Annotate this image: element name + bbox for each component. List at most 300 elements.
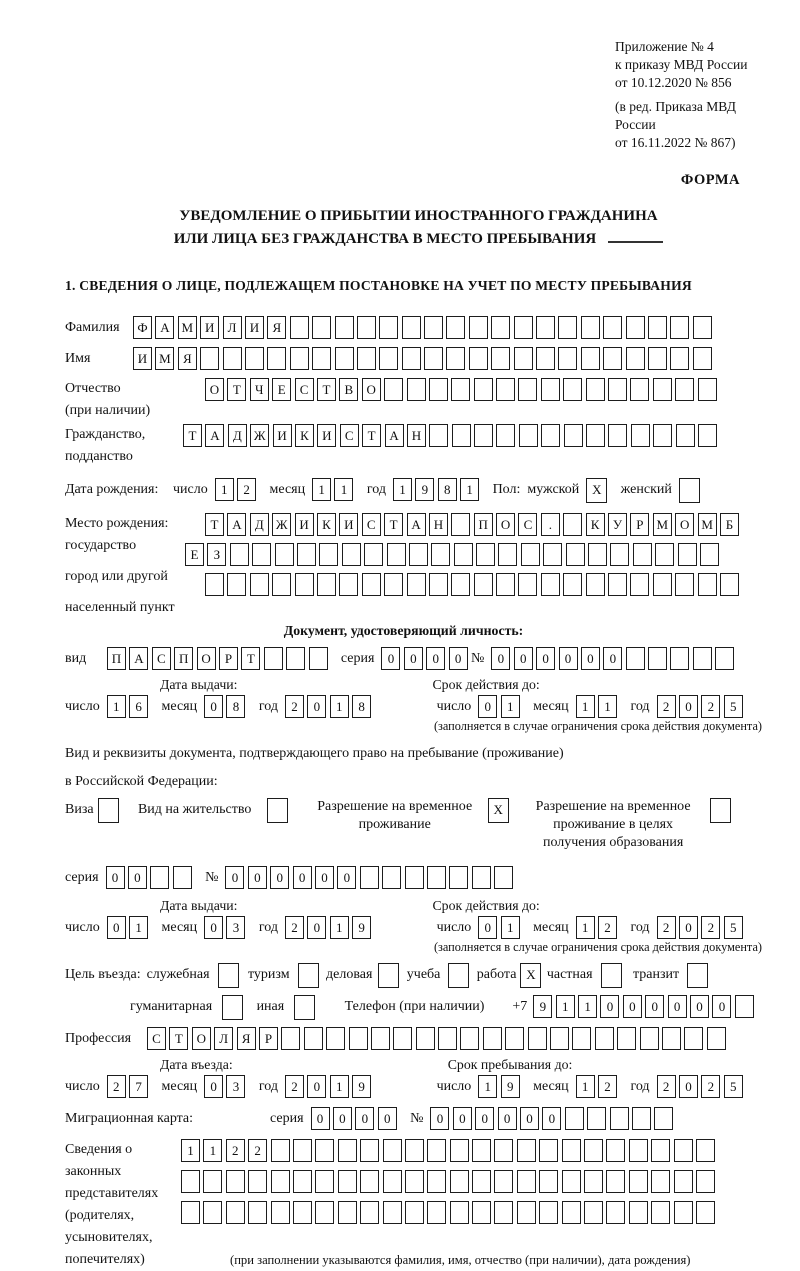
char-cell[interactable] — [536, 347, 555, 370]
char-cell[interactable] — [405, 866, 424, 889]
char-cell[interactable] — [676, 424, 695, 447]
char-cell[interactable] — [543, 543, 562, 566]
char-cell[interactable] — [715, 647, 734, 670]
char-cell[interactable]: 7 — [129, 1075, 148, 1098]
char-cell[interactable] — [181, 1170, 200, 1193]
char-cell[interactable] — [653, 378, 672, 401]
char-cell[interactable] — [379, 316, 398, 339]
char-cell[interactable] — [446, 316, 465, 339]
char-cell[interactable] — [474, 573, 493, 596]
char-cell[interactable]: 5 — [724, 695, 743, 718]
char-cell[interactable]: О — [205, 378, 224, 401]
char-cell[interactable] — [608, 573, 627, 596]
char-cell[interactable]: 0 — [600, 995, 619, 1018]
char-cell[interactable]: С — [340, 424, 359, 447]
char-cell[interactable]: С — [362, 513, 381, 536]
phone-cells[interactable] — [533, 995, 757, 1018]
purpose-private-checkbox[interactable] — [601, 963, 625, 988]
char-cell[interactable] — [319, 543, 338, 566]
char-cell[interactable] — [295, 573, 314, 596]
purpose-study-checkbox[interactable] — [448, 963, 472, 988]
char-cell[interactable] — [655, 543, 674, 566]
char-cell[interactable] — [357, 316, 376, 339]
char-cell[interactable] — [491, 347, 510, 370]
char-cell[interactable] — [648, 316, 667, 339]
char-cell[interactable] — [338, 1170, 357, 1193]
char-cell[interactable] — [588, 543, 607, 566]
char-cell[interactable] — [281, 1027, 300, 1050]
char-cell[interactable]: 0 — [270, 866, 289, 889]
char-cell[interactable] — [297, 543, 316, 566]
checkbox-cell[interactable] — [448, 963, 469, 988]
char-cell[interactable] — [483, 1027, 502, 1050]
char-cell[interactable]: Т — [362, 424, 381, 447]
char-cell[interactable]: Т — [384, 513, 403, 536]
char-cell[interactable]: 1 — [334, 478, 353, 501]
char-cell[interactable] — [670, 316, 689, 339]
legal-reps-row1-cells[interactable] — [181, 1139, 718, 1162]
char-cell[interactable] — [610, 1107, 629, 1130]
char-cell[interactable] — [696, 1170, 715, 1193]
char-cell[interactable] — [205, 573, 224, 596]
char-cell[interactable]: 0 — [333, 1107, 352, 1130]
male-checkbox[interactable] — [586, 478, 610, 503]
char-cell[interactable] — [360, 1139, 379, 1162]
checkbox-cell[interactable] — [218, 963, 239, 988]
char-cell[interactable]: 0 — [307, 1075, 326, 1098]
char-cell[interactable]: 5 — [724, 916, 743, 939]
char-cell[interactable] — [286, 647, 305, 670]
char-cell[interactable]: 2 — [285, 695, 304, 718]
char-cell[interactable] — [517, 1170, 536, 1193]
char-cell[interactable] — [586, 378, 605, 401]
char-cell[interactable] — [595, 1027, 614, 1050]
char-cell[interactable] — [200, 347, 219, 370]
char-cell[interactable] — [608, 378, 627, 401]
purpose-other-checkbox[interactable] — [294, 995, 318, 1020]
char-cell[interactable]: 2 — [237, 478, 256, 501]
char-cell[interactable] — [563, 573, 582, 596]
char-cell[interactable] — [223, 347, 242, 370]
birthplace-row1-cells[interactable] — [205, 513, 742, 536]
citizenship-cells[interactable] — [183, 424, 720, 447]
rvp-valid-month[interactable] — [576, 916, 621, 939]
char-cell[interactable] — [539, 1201, 558, 1224]
char-cell[interactable] — [245, 347, 264, 370]
char-cell[interactable]: 2 — [657, 695, 676, 718]
char-cell[interactable]: И — [245, 316, 264, 339]
char-cell[interactable]: 1 — [129, 916, 148, 939]
char-cell[interactable] — [203, 1170, 222, 1193]
char-cell[interactable]: И — [295, 513, 314, 536]
char-cell[interactable] — [496, 573, 515, 596]
char-cell[interactable]: 1 — [501, 695, 520, 718]
char-cell[interactable]: 0 — [449, 647, 468, 670]
char-cell[interactable] — [562, 1201, 581, 1224]
char-cell[interactable]: 2 — [657, 1075, 676, 1098]
char-cell[interactable]: Ф — [133, 316, 152, 339]
char-cell[interactable] — [494, 1139, 513, 1162]
char-cell[interactable] — [626, 647, 645, 670]
char-cell[interactable] — [640, 1027, 659, 1050]
char-cell[interactable]: 0 — [536, 647, 555, 670]
birthdate-year-cells[interactable] — [393, 478, 483, 501]
char-cell[interactable]: А — [227, 513, 246, 536]
char-cell[interactable]: М — [155, 347, 174, 370]
char-cell[interactable]: 5 — [724, 1075, 743, 1098]
char-cell[interactable] — [449, 866, 468, 889]
char-cell[interactable]: П — [474, 513, 493, 536]
char-cell[interactable]: О — [197, 647, 216, 670]
char-cell[interactable]: 0 — [315, 866, 334, 889]
char-cell[interactable]: 9 — [501, 1075, 520, 1098]
char-cell[interactable]: К — [317, 513, 336, 536]
char-cell[interactable] — [357, 347, 376, 370]
checkbox-cell[interactable] — [679, 478, 700, 503]
char-cell[interactable]: А — [129, 647, 148, 670]
char-cell[interactable] — [558, 347, 577, 370]
checkbox-cell[interactable] — [710, 798, 731, 823]
char-cell[interactable]: Я — [237, 1027, 256, 1050]
char-cell[interactable] — [626, 347, 645, 370]
char-cell[interactable] — [693, 316, 712, 339]
char-cell[interactable] — [402, 316, 421, 339]
char-cell[interactable]: 1 — [181, 1139, 200, 1162]
checkbox-cell[interactable] — [687, 963, 708, 988]
purpose-humanitarian-checkbox[interactable] — [222, 995, 246, 1020]
char-cell[interactable] — [693, 647, 712, 670]
char-cell[interactable]: 0 — [426, 647, 445, 670]
char-cell[interactable]: Т — [317, 378, 336, 401]
char-cell[interactable]: 0 — [337, 866, 356, 889]
char-cell[interactable] — [407, 378, 426, 401]
char-cell[interactable]: С — [152, 647, 171, 670]
migration-card-number-cells[interactable] — [430, 1107, 676, 1130]
char-cell[interactable] — [267, 347, 286, 370]
char-cell[interactable] — [382, 866, 401, 889]
char-cell[interactable]: 0 — [478, 916, 497, 939]
char-cell[interactable] — [606, 1139, 625, 1162]
char-cell[interactable]: 0 — [430, 1107, 449, 1130]
char-cell[interactable] — [563, 378, 582, 401]
char-cell[interactable] — [539, 1170, 558, 1193]
char-cell[interactable] — [293, 1139, 312, 1162]
char-cell[interactable]: В — [339, 378, 358, 401]
char-cell[interactable] — [651, 1139, 670, 1162]
char-cell[interactable] — [670, 647, 689, 670]
char-cell[interactable] — [360, 1201, 379, 1224]
char-cell[interactable] — [735, 995, 754, 1018]
char-cell[interactable]: 8 — [226, 695, 245, 718]
char-cell[interactable]: И — [200, 316, 219, 339]
char-cell[interactable]: Н — [429, 513, 448, 536]
char-cell[interactable] — [648, 647, 667, 670]
char-cell[interactable] — [603, 347, 622, 370]
checkbox-cell[interactable] — [298, 963, 319, 988]
passport-issue-month[interactable] — [204, 695, 249, 718]
char-cell[interactable]: П — [174, 647, 193, 670]
checkbox-cell[interactable] — [98, 798, 119, 823]
char-cell[interactable] — [427, 1139, 446, 1162]
char-cell[interactable] — [558, 316, 577, 339]
char-cell[interactable] — [675, 378, 694, 401]
legal-reps-row3-cells[interactable] — [181, 1201, 718, 1224]
temp-residence-checkbox[interactable] — [488, 798, 512, 823]
char-cell[interactable]: 1 — [215, 478, 234, 501]
char-cell[interactable]: П — [107, 647, 126, 670]
char-cell[interactable]: Д — [250, 513, 269, 536]
char-cell[interactable] — [584, 1201, 603, 1224]
rvp-number-cells[interactable] — [225, 866, 516, 889]
char-cell[interactable] — [360, 866, 379, 889]
char-cell[interactable] — [564, 424, 583, 447]
legal-reps-row2-cells[interactable] — [181, 1170, 718, 1193]
char-cell[interactable]: Р — [219, 647, 238, 670]
char-cell[interactable] — [309, 647, 328, 670]
char-cell[interactable]: И — [339, 513, 358, 536]
char-cell[interactable] — [451, 573, 470, 596]
entry-day[interactable] — [107, 1075, 152, 1098]
rvp-valid-day[interactable] — [478, 916, 523, 939]
char-cell[interactable] — [349, 1027, 368, 1050]
char-cell[interactable] — [402, 347, 421, 370]
checkbox-cell[interactable] — [222, 995, 243, 1020]
checkbox-cell[interactable]: X — [520, 963, 541, 988]
char-cell[interactable]: 1 — [478, 1075, 497, 1098]
migration-card-seriya-cells[interactable] — [311, 1107, 401, 1130]
char-cell[interactable] — [563, 513, 582, 536]
char-cell[interactable]: 0 — [623, 995, 642, 1018]
char-cell[interactable] — [541, 424, 560, 447]
char-cell[interactable] — [173, 866, 192, 889]
char-cell[interactable] — [271, 1201, 290, 1224]
char-cell[interactable] — [474, 378, 493, 401]
char-cell[interactable] — [498, 543, 517, 566]
char-cell[interactable] — [454, 543, 473, 566]
char-cell[interactable] — [494, 1170, 513, 1193]
char-cell[interactable]: О — [362, 378, 381, 401]
char-cell[interactable]: У — [608, 513, 627, 536]
char-cell[interactable] — [315, 1139, 334, 1162]
char-cell[interactable] — [528, 1027, 547, 1050]
char-cell[interactable]: Ж — [272, 513, 291, 536]
char-cell[interactable] — [674, 1201, 693, 1224]
char-cell[interactable] — [271, 1170, 290, 1193]
char-cell[interactable]: И — [133, 347, 152, 370]
char-cell[interactable]: 1 — [576, 916, 595, 939]
char-cell[interactable] — [315, 1170, 334, 1193]
char-cell[interactable]: 0 — [248, 866, 267, 889]
checkbox-cell[interactable] — [378, 963, 399, 988]
char-cell[interactable] — [518, 573, 537, 596]
char-cell[interactable] — [606, 1201, 625, 1224]
char-cell[interactable]: 1 — [203, 1139, 222, 1162]
char-cell[interactable] — [651, 1201, 670, 1224]
char-cell[interactable]: 0 — [478, 695, 497, 718]
char-cell[interactable] — [562, 1139, 581, 1162]
char-cell[interactable]: 0 — [355, 1107, 374, 1130]
char-cell[interactable]: 0 — [404, 647, 423, 670]
char-cell[interactable] — [631, 424, 650, 447]
birthplace-row2-cells[interactable] — [185, 543, 742, 566]
char-cell[interactable] — [384, 378, 403, 401]
char-cell[interactable]: 2 — [701, 1075, 720, 1098]
char-cell[interactable] — [496, 378, 515, 401]
char-cell[interactable] — [335, 316, 354, 339]
char-cell[interactable]: Е — [185, 543, 204, 566]
char-cell[interactable] — [472, 866, 491, 889]
char-cell[interactable] — [335, 347, 354, 370]
char-cell[interactable] — [312, 316, 331, 339]
rvp-seriya-cells[interactable] — [106, 866, 196, 889]
char-cell[interactable] — [700, 543, 719, 566]
char-cell[interactable] — [514, 347, 533, 370]
char-cell[interactable]: Ж — [250, 424, 269, 447]
char-cell[interactable]: Т — [169, 1027, 188, 1050]
char-cell[interactable]: 3 — [226, 1075, 245, 1098]
char-cell[interactable]: 0 — [581, 647, 600, 670]
char-cell[interactable]: С — [295, 378, 314, 401]
char-cell[interactable]: 0 — [491, 647, 510, 670]
char-cell[interactable] — [698, 378, 717, 401]
char-cell[interactable]: 0 — [603, 647, 622, 670]
char-cell[interactable] — [360, 1170, 379, 1193]
char-cell[interactable]: 2 — [226, 1139, 245, 1162]
char-cell[interactable]: О — [496, 513, 515, 536]
char-cell[interactable]: 0 — [559, 647, 578, 670]
char-cell[interactable]: 0 — [381, 647, 400, 670]
char-cell[interactable] — [290, 347, 309, 370]
char-cell[interactable] — [226, 1201, 245, 1224]
char-cell[interactable]: 1 — [576, 695, 595, 718]
char-cell[interactable]: 1 — [312, 478, 331, 501]
char-cell[interactable] — [581, 347, 600, 370]
passport-valid-day[interactable] — [478, 695, 523, 718]
char-cell[interactable] — [429, 424, 448, 447]
char-cell[interactable] — [451, 513, 470, 536]
char-cell[interactable]: 0 — [498, 1107, 517, 1130]
residence-permit-checkbox[interactable] — [267, 798, 291, 823]
female-checkbox[interactable] — [679, 478, 703, 503]
char-cell[interactable]: С — [147, 1027, 166, 1050]
char-cell[interactable]: 2 — [701, 695, 720, 718]
char-cell[interactable]: Т — [227, 378, 246, 401]
char-cell[interactable] — [472, 1139, 491, 1162]
char-cell[interactable] — [469, 347, 488, 370]
char-cell[interactable]: Б — [720, 513, 739, 536]
char-cell[interactable] — [181, 1201, 200, 1224]
char-cell[interactable]: 0 — [107, 916, 126, 939]
char-cell[interactable] — [565, 1107, 584, 1130]
char-cell[interactable]: М — [698, 513, 717, 536]
char-cell[interactable] — [675, 573, 694, 596]
char-cell[interactable]: Я — [267, 316, 286, 339]
char-cell[interactable] — [342, 543, 361, 566]
char-cell[interactable] — [684, 1027, 703, 1050]
char-cell[interactable] — [670, 347, 689, 370]
char-cell[interactable] — [150, 866, 169, 889]
char-cell[interactable]: 9 — [352, 1075, 371, 1098]
char-cell[interactable] — [629, 1170, 648, 1193]
char-cell[interactable] — [698, 573, 717, 596]
char-cell[interactable] — [476, 543, 495, 566]
char-cell[interactable] — [226, 1170, 245, 1193]
char-cell[interactable]: М — [653, 513, 672, 536]
char-cell[interactable] — [518, 378, 537, 401]
char-cell[interactable]: 8 — [352, 695, 371, 718]
char-cell[interactable]: 1 — [501, 916, 520, 939]
purpose-work-checkbox[interactable] — [520, 963, 544, 988]
char-cell[interactable]: Н — [407, 424, 426, 447]
char-cell[interactable] — [696, 1201, 715, 1224]
char-cell[interactable]: 0 — [293, 866, 312, 889]
char-cell[interactable] — [541, 378, 560, 401]
char-cell[interactable]: 0 — [106, 866, 125, 889]
char-cell[interactable] — [521, 543, 540, 566]
char-cell[interactable]: 8 — [438, 478, 457, 501]
char-cell[interactable]: Т — [205, 513, 224, 536]
char-cell[interactable]: О — [675, 513, 694, 536]
char-cell[interactable]: А — [205, 424, 224, 447]
profession-cells[interactable] — [147, 1027, 729, 1050]
char-cell[interactable]: 9 — [415, 478, 434, 501]
char-cell[interactable] — [248, 1170, 267, 1193]
char-cell[interactable] — [696, 1139, 715, 1162]
char-cell[interactable] — [519, 424, 538, 447]
char-cell[interactable] — [416, 1027, 435, 1050]
checkbox-cell[interactable] — [601, 963, 622, 988]
char-cell[interactable]: 0 — [378, 1107, 397, 1130]
entry-year[interactable] — [285, 1075, 375, 1098]
char-cell[interactable] — [517, 1139, 536, 1162]
char-cell[interactable] — [581, 316, 600, 339]
char-cell[interactable]: Р — [630, 513, 649, 536]
char-cell[interactable] — [541, 573, 560, 596]
char-cell[interactable] — [629, 1139, 648, 1162]
char-cell[interactable] — [275, 543, 294, 566]
char-cell[interactable] — [450, 1170, 469, 1193]
char-cell[interactable] — [304, 1027, 323, 1050]
char-cell[interactable] — [230, 543, 249, 566]
char-cell[interactable]: М — [178, 316, 197, 339]
char-cell[interactable]: 2 — [107, 1075, 126, 1098]
char-cell[interactable] — [451, 378, 470, 401]
char-cell[interactable] — [312, 347, 331, 370]
char-cell[interactable]: 0 — [690, 995, 709, 1018]
char-cell[interactable] — [362, 573, 381, 596]
char-cell[interactable] — [505, 1027, 524, 1050]
char-cell[interactable] — [720, 573, 739, 596]
char-cell[interactable] — [290, 316, 309, 339]
char-cell[interactable] — [446, 347, 465, 370]
purpose-transit-checkbox[interactable] — [687, 963, 711, 988]
char-cell[interactable] — [610, 543, 629, 566]
char-cell[interactable] — [472, 1201, 491, 1224]
checkbox-cell[interactable]: X — [488, 798, 509, 823]
char-cell[interactable] — [678, 543, 697, 566]
char-cell[interactable]: 2 — [657, 916, 676, 939]
char-cell[interactable]: 0 — [204, 695, 223, 718]
char-cell[interactable] — [379, 347, 398, 370]
passport-valid-year[interactable] — [657, 695, 747, 718]
purpose-tourism-checkbox[interactable] — [298, 963, 322, 988]
char-cell[interactable]: И — [317, 424, 336, 447]
checkbox-cell[interactable]: X — [586, 478, 607, 503]
char-cell[interactable] — [550, 1027, 569, 1050]
char-cell[interactable] — [383, 1139, 402, 1162]
char-cell[interactable]: 0 — [645, 995, 664, 1018]
char-cell[interactable]: 0 — [520, 1107, 539, 1130]
